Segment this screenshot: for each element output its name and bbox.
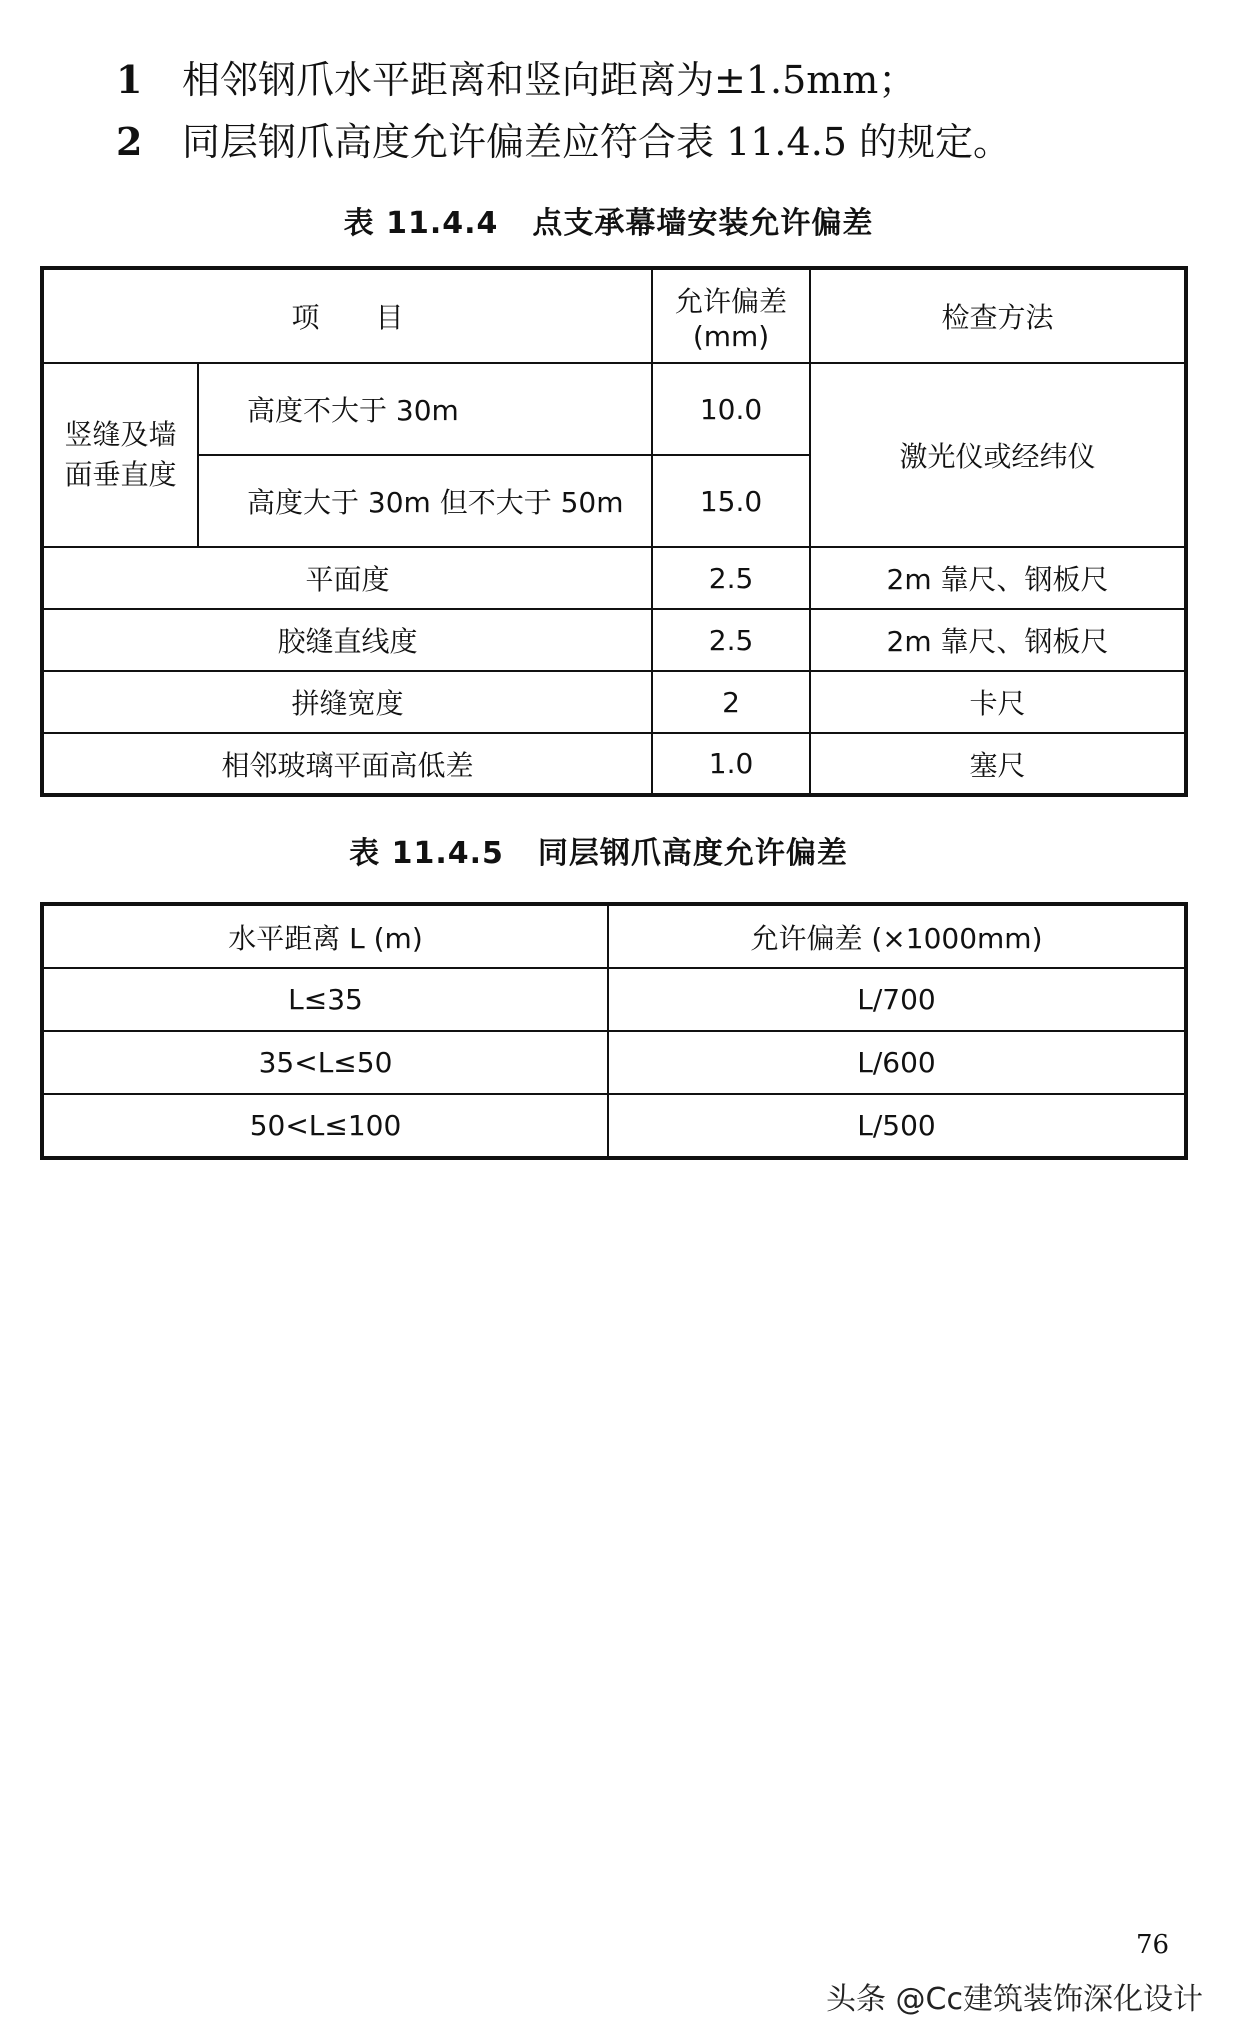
table-11-4-4 (40, 266, 1188, 797)
group-label-line: 竖缝及墙 (64, 418, 177, 451)
table-number: 表 11.4.5 (349, 836, 504, 871)
header-tolerance-unit: (mm) (692, 319, 770, 353)
table-title: 点支承幕墙安装允许偏差 (532, 206, 874, 241)
clause-text: 相邻钢爪水平距离和竖向距离为±1.5mm； (182, 58, 917, 102)
table-number: 表 11.4.4 (343, 206, 499, 241)
method-cell: 塞尺 (810, 733, 1186, 795)
page-number: 76 (1136, 1930, 1170, 1960)
table-row (42, 1031, 1186, 1094)
table-header-row (42, 268, 1186, 363)
item-cell: 胶缝直线度 (42, 609, 652, 671)
table-row (42, 363, 1186, 455)
header-tolerance-label: 允许偏差 (675, 284, 788, 318)
clause-1 (116, 56, 916, 104)
table-title: 同层钢爪高度允许偏差 (537, 836, 848, 871)
table-row (42, 1094, 1186, 1158)
tolerance-cell: 2.5 (652, 547, 810, 609)
header-item: 项 目 (42, 268, 652, 363)
clause-number: 2 (116, 119, 143, 164)
item-cell: 平面度 (42, 547, 652, 609)
item-cell: 拼缝宽度 (42, 671, 652, 733)
tolerance-cell: 2.5 (652, 609, 810, 671)
table-row (42, 547, 1186, 609)
header-tolerance: 允许偏差 (×1000mm) (608, 904, 1186, 968)
header-tolerance (652, 268, 810, 363)
clause-2 (116, 118, 1011, 166)
item-cell: 相邻玻璃平面高低差 (42, 733, 652, 795)
table-header-row (42, 904, 1186, 968)
table-row (42, 968, 1186, 1031)
distance-cell: L≤35 (42, 968, 608, 1031)
method-cell: 卡尺 (810, 671, 1186, 733)
table-11-4-5-caption (0, 834, 1215, 874)
clause-text: 同层钢爪高度允许偏差应符合表 11.4.5 的规定。 (182, 120, 1012, 164)
method-cell: 2m 靠尺、钢板尺 (810, 547, 1186, 609)
tolerance-cell: 10.0 (652, 363, 810, 455)
method-cell: 激光仪或经纬仪 (810, 363, 1186, 547)
distance-cell: 35<L≤50 (42, 1031, 608, 1094)
tolerance-cell: L/600 (608, 1031, 1186, 1094)
distance-cell: 50<L≤100 (42, 1094, 608, 1158)
table-row (42, 609, 1186, 671)
table-row (42, 733, 1186, 795)
method-cell: 2m 靠尺、钢板尺 (810, 609, 1186, 671)
group-label-line: 面垂直度 (64, 458, 177, 491)
watermark: 头条 @Cc建筑装饰深化设计 (826, 1982, 1203, 2017)
table-11-4-5 (40, 902, 1188, 1160)
group-label (42, 363, 198, 547)
table-11-4-4-caption (0, 204, 1225, 244)
tolerance-cell: 1.0 (652, 733, 810, 795)
item-cell: 高度不大于 30m (198, 363, 652, 455)
table-row (42, 671, 1186, 733)
tolerance-cell: 15.0 (652, 455, 810, 547)
header-method: 检查方法 (810, 268, 1186, 363)
tolerance-cell: L/500 (608, 1094, 1186, 1158)
clause-number: 1 (116, 57, 143, 102)
tolerance-cell: L/700 (608, 968, 1186, 1031)
header-distance: 水平距离 L (m) (42, 904, 608, 968)
item-cell: 高度大于 30m 但不大于 50m (198, 455, 652, 547)
tolerance-cell: 2 (652, 671, 810, 733)
